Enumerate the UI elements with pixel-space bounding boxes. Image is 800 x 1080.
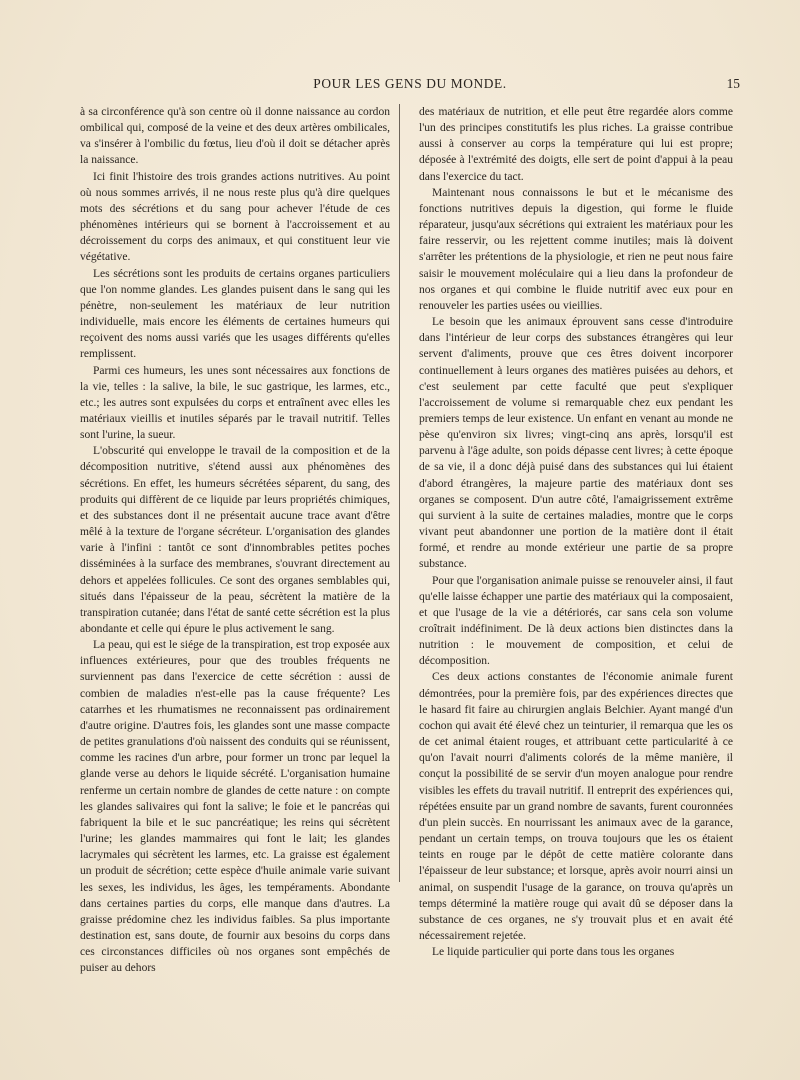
text-columns xyxy=(80,104,740,975)
right-column xyxy=(419,104,733,959)
page-number: 15 xyxy=(726,76,740,91)
left-column xyxy=(80,104,390,975)
column-divider xyxy=(399,104,400,882)
paragraph: Le liquide particulier qui porte dans tous les organes xyxy=(432,946,675,959)
paragraph: Les sécrétions sont les produits de certains organes particuliers que l'on nomme glandes. Les glandes puisent dans le sang qui les pénètre, non-seulement les matériaux de leur nutrition individuelle, mais encore les éléments de certaines humeurs qui reçoivent des noms aussi variés que les usages différents qu'elles remplissent. xyxy=(80,267,390,361)
running-head xyxy=(80,76,740,94)
paragraph: à sa circonférence qu'à son centre où il donne naissance au cordon ombilical qui, composé de la veine et des deux artères ombilicales, va s'insérer à l'ombilic du fœtus, lieu d'où il doit se détacher après la naissance. xyxy=(80,106,390,167)
paragraph: Maintenant nous connaissons le but et le mécanisme des fonctions nutritives depuis la digestion, qui forme le fluide réparateur, jusqu'aux sécrétions qui extraient les matériaux pour les faire resservir, ou les rejettent comme inutiles; mais là doivent s'arrêter les prétentions de la physiologie, et rien ne peut nous faire saisir le mouvement moléculaire qui a lieu dans la profondeur de nos organes et qui combine le fluide nutritif avec eux pour en renouveler les parties usées ou vieillies. xyxy=(419,186,733,312)
paragraph: La peau, qui est le siége de la transpiration, est trop exposée aux influences extérieures, pour que des troubles fréquents ne surviennent pas dans l'exercice de cette sécrétion : aussi de combien de maladies n'est-elle pas la cause fréquente? Les catarrhes et les rhumatismes ne reconnaissent pas ordinairement d'autre origine. D'autres fois, les glandes sont une masse compacte de petites granulations d'où naissent des conduits qui se réunissent, comme les racines d'un arbre, pour former un tronc par lequel la glande verse au dehors le liquide sécrété. L'organisation humaine renferme un certain nombre de glandes de cette nature : on compte les glandes salivaires qui font la salive; le foie et le pancréas qui fabriquent la bile et le suc pancréatique; les reins qui sécrètent l'urine; les glandes mammaires qui font le lait; les glandes lacrymales qui sécrètent les larmes, etc. La graisse est également un produit de sécrétion; cette espèce d'huile animale varie suivant les sexes, les individus, les âges, les tempéraments. Abondante dans certaines parties du corps, elle manque dans d'autres. La graisse prédomine chez les individus faibles. Sa plus importante destination est, sans doute, de fournir aux besoins du corps dans ces circonstances difficiles où nos organes sont empêchés de puiser au dehors xyxy=(80,639,390,975)
paragraph: Parmi ces humeurs, les unes sont nécessaires aux fonctions de la vie, telles : la salive, la bile, le suc gastrique, les larmes, etc., etc.; les autres sont expulsées du corps et entraînent avec elles les matériaux vieillis et inutiles séparés par le travail nutritif. Telles sont l'urine, la sueur. xyxy=(80,364,390,442)
paragraph: Ces deux actions constantes de l'économie animale furent démontrées, pour la première fois, par des expériences directes que le hasard fit faire au chirurgien anglais Belchier. Ayant mangé d'un cochon qui avait été élevé chez un teinturier, il remarqua que les os de cet animal étaient rouges, et attribuant cette particularité à ce qu'on l'avait nourri d'aliments colorés de la même manière, il conçut la possibilité de se servir d'un moyen analogue pour rendre visibles les effets du travail nutritif. Il entreprit des expériences qui, répétées ensuite par un grand nombre de savants, furent couronnées d'un plein succès. En nourrissant les animaux avec de la garance, pendant un certain temps, on trouva toujours que les os étaient teints en rouge par le dépôt de cette matière colorante dans l'épaisseur de leur substance; et lorsque, après avoir nourri ainsi un animal, on suspendit l'usage de la garance, on trouva qu'après un temps déterminé la matière rouge qui avait dû se déposer dans la substance de ces organes, ne s'y trouvait plus et en avait été nécessairement rejetée. xyxy=(419,671,733,942)
paragraph: Pour que l'organisation animale puisse se renouveler ainsi, il faut qu'elle laisse échapper une partie des matériaux qui la composaient, et que l'usage de la vie a détériorés, car sans cela son volume croîtrait indéfiniment. De là deux actions bien distinctes dans la nutrition : le mouvement de composition, et celui de décomposition. xyxy=(419,574,733,668)
running-title: POUR LES GENS DU MONDE. xyxy=(313,76,507,91)
paragraph: Ici finit l'histoire des trois grandes actions nutritives. Au point où nous sommes arrivés, il ne nous reste plus qu'à dire quelques mots des sécrétions et du sang pour achever l'étude de ces phénomènes intérieurs qui se bornent à l'accroissement et au décroissement du corps des animaux, et qui constituent leur vie végétative. xyxy=(80,170,390,264)
paragraph: Le besoin que les animaux éprouvent sans cesse d'introduire dans l'intérieur de leur corps des substances étrangères qui leur servent d'aliments, prouve que ces êtres doivent incorporer continuellement à leurs organes des matières puisées au dehors, et c'est seulement par cette faculté que peut s'expliquer l'accroissement de volume si remarquable chez eux pendant les premiers temps de leur existence. Un enfant en venant au monde ne pèse qu'environ six livres; vingt-cinq ans après, lorsqu'il est parvenu à l'âge adulte, son poids dépasse cent livres; à cette époque de sa vie, il a donc déjà puisé dans des substances qui lui étaient d'abord étrangères, la majeure partie des matériaux dont ses organes se composent. D'un autre côté, l'amaigrissement extrême qui survient à la suite de certaines maladies, montre que le corps vivant peut abandonner une portion de la matière dont il était formé, et rendre au monde extérieur une partie de sa propre substance. xyxy=(419,316,733,571)
paragraph: des matériaux de nutrition, et elle peut être regardée alors comme l'un des principes constitutifs les plus riches. La graisse contribue aussi à conserver au corps la température qui lui est propre; déposée à l'extrémité des doigts, elle sert de point d'appui à la peau dans l'exercice du tact. xyxy=(419,106,733,183)
paragraph: L'obscurité qui enveloppe le travail de la composition et de la décomposition nutritive, s'étend aussi aux phénomènes des sécrétions. En effet, les humeurs sécrétées séparent, du sang, des produits qui diffèrent de ce liquide par leurs propriétés chimiques, et des substances dont il ne présentait aucune trace avant d'être mêlé à la texture de l'organe sécréteur. L'organisation des glandes varie à l'infini : tantôt ce sont d'innombrables petites poches disséminées à la surface des membranes, s'ouvrant directement au dehors et appelées follicules. Ce sont des organes semblables qui, situés dans l'épaisseur de la peau, sécrètent la matière de la transpiration cutanée; dans l'état de santé cette sécrétion est la plus abondante et celle qui épure le plus activement le sang. xyxy=(80,445,390,635)
